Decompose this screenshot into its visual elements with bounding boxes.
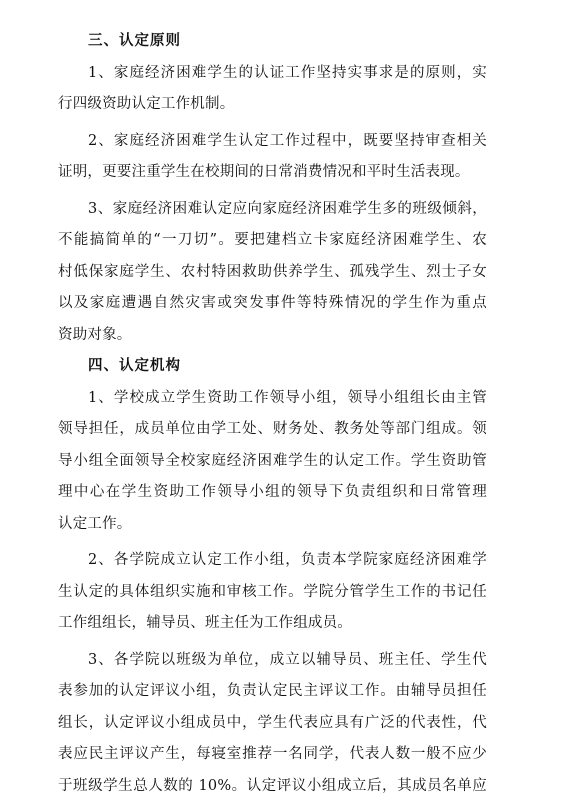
section-agencies [58,351,487,802]
section-heading: 四、认定机构 [58,351,487,383]
text-line: 表参加的认定评议小组，负责认定民主评议工作。由辅导员担任 [58,676,487,708]
text-line: 认定工作。 [58,509,487,541]
paragraph [58,194,487,352]
text-line: 3、家庭经济困难认定应向家庭经济困难学生多的班级倾斜， [58,194,487,226]
text-line: 于班级学生总人数的 10%。认定评议小组成立后，其成员名单应 [58,771,487,802]
section-heading: 三、认定原则 [58,26,487,58]
text-line: 证明，更要注重学生在校期间的日常消费情况和平时生活表现。 [58,157,487,189]
text-line: 以及家庭遭遇自然灾害或突发事件等特殊情况的学生作为重点 [58,288,487,320]
text-line: 1、家庭经济困难学生的认证工作坚持实事求是的原则，实 [58,58,487,90]
text-line: 2、家庭经济困难学生认定工作过程中，既要坚持审查相关 [58,126,487,158]
paragraph [58,645,487,802]
text-line: 2、各学院成立认定工作小组，负责本学院家庭经济困难学 [58,545,487,577]
paragraph [58,126,487,189]
paragraph [58,58,487,121]
text-line: 资助对象。 [58,320,487,352]
text-line: 村低保家庭学生、农村特困救助供养学生、孤残学生、烈士子女 [58,257,487,289]
text-line: 领导担任，成员单位由学工处、财务处、教务处等部门组成。领 [58,414,487,446]
text-line: 行四级资助认定工作机制。 [58,89,487,121]
text-line: 理中心在学生资助工作领导小组的领导下负责组织和日常管理 [58,477,487,509]
paragraph [58,545,487,640]
text-line: 表应民主评议产生，每寝室推荐一名同学，代表人数一般不应少 [58,739,487,771]
text-line: 不能搞简单的“一刀切”。要把建档立卡家庭经济困难学生、农 [58,225,487,257]
text-line: 组长，认定评议小组成员中，学生代表应具有广泛的代表性，代 [58,708,487,740]
text-line: 工作组组长，辅导员、班主任为工作组成员。 [58,608,487,640]
text-line: 1、学校成立学生资助工作领导小组，领导小组组长由主管 [58,383,487,415]
text-line: 导小组全面领导全校家庭经济困难学生的认定工作。学生资助管 [58,446,487,478]
text-line: 3、各学院以班级为单位，成立以辅导员、班主任、学生代 [58,645,487,677]
text-line: 生认定的具体组织实施和审核工作。学院分管学生工作的书记任 [58,577,487,609]
paragraph [58,383,487,541]
section-principles [58,26,487,351]
